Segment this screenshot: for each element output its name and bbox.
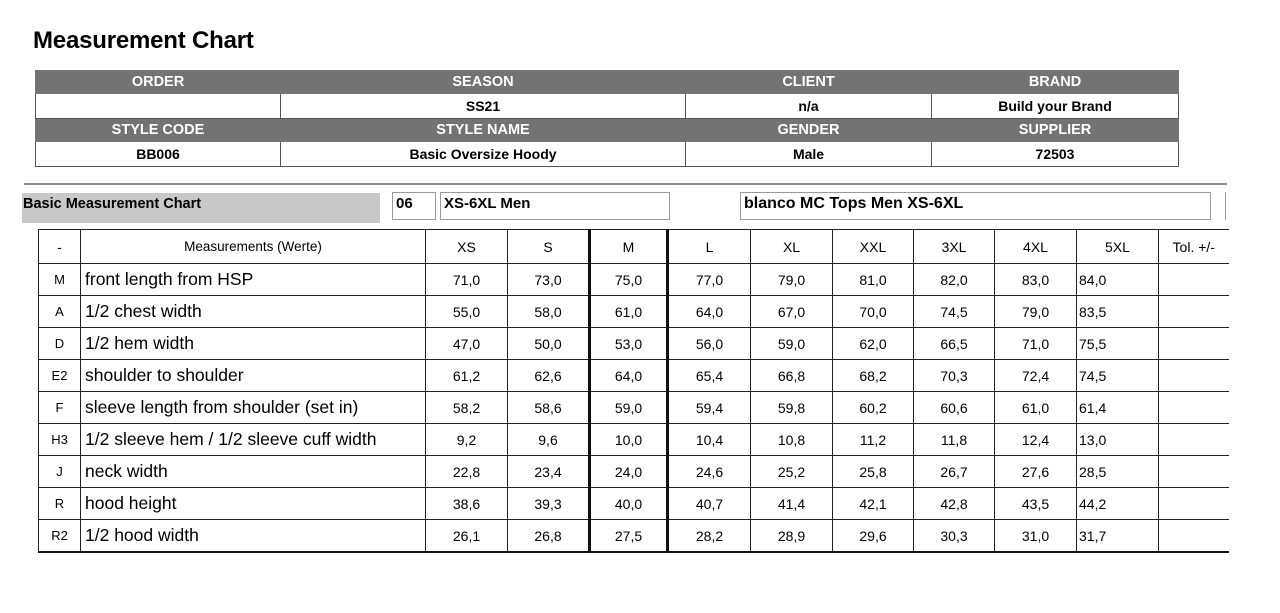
measurement-value: 75,0 [590, 264, 668, 296]
measurement-value: 79,0 [995, 296, 1077, 328]
measurement-value: 83,0 [995, 264, 1077, 296]
section-divider [24, 183, 1227, 185]
measurement-value: 28,5 [1077, 456, 1159, 488]
measurement-value: 9,2 [426, 424, 508, 456]
size-header-4xl: 4XL [995, 230, 1077, 264]
tolerance-header: Tol. +/- [1159, 230, 1229, 264]
measurement-value: 83,5 [1077, 296, 1159, 328]
size-header-xs: XS [426, 230, 508, 264]
measurement-value: 61,0 [590, 296, 668, 328]
brand-value: Build your Brand [932, 94, 1179, 119]
tolerance-value [1159, 456, 1229, 488]
measurement-value: 30,3 [914, 520, 995, 553]
measurement-value: 59,4 [668, 392, 751, 424]
measurement-code: R [39, 488, 81, 520]
size-header-xl: XL [751, 230, 833, 264]
season-header: SEASON [281, 71, 686, 94]
order-info-table [35, 70, 1179, 167]
measurement-name: shoulder to shoulder [81, 360, 426, 392]
measurement-value: 61,0 [995, 392, 1077, 424]
measurement-value: 56,0 [668, 328, 751, 360]
measurement-value: 24,0 [590, 456, 668, 488]
basic-chart-label: Basic Measurement Chart [22, 193, 380, 223]
tolerance-value [1159, 392, 1229, 424]
measurement-value: 29,6 [833, 520, 914, 553]
size-header-m: M [590, 230, 668, 264]
measurement-value: 62,0 [833, 328, 914, 360]
gender-header: GENDER [686, 119, 932, 142]
measurement-value: 27,5 [590, 520, 668, 553]
measurement-value: 38,6 [426, 488, 508, 520]
measurement-value: 58,6 [508, 392, 590, 424]
measurement-value: 70,0 [833, 296, 914, 328]
order-value [36, 94, 281, 119]
tolerance-value [1159, 296, 1229, 328]
measurement-value: 74,5 [1077, 360, 1159, 392]
style-code-value: BB006 [36, 142, 281, 167]
measurement-value: 40,0 [590, 488, 668, 520]
gender-value: Male [686, 142, 932, 167]
style-name-value: Basic Oversize Hoody [281, 142, 686, 167]
measurement-value: 13,0 [1077, 424, 1159, 456]
measurement-value: 74,5 [914, 296, 995, 328]
measurement-value: 71,0 [995, 328, 1077, 360]
measurement-code: F [39, 392, 81, 424]
measurement-name: hood height [81, 488, 426, 520]
measurement-name-header: Measurements (Werte) [81, 230, 426, 264]
measurement-value: 59,0 [590, 392, 668, 424]
measurement-value: 62,6 [508, 360, 590, 392]
brand-header: BRAND [932, 71, 1179, 94]
measurement-value: 11,2 [833, 424, 914, 456]
measurement-value: 9,6 [508, 424, 590, 456]
table-row [39, 424, 1229, 456]
season-value: SS21 [281, 94, 686, 119]
measurement-value: 84,0 [1077, 264, 1159, 296]
info-value-row [36, 94, 1179, 119]
measurement-value: 47,0 [426, 328, 508, 360]
measurement-value: 59,8 [751, 392, 833, 424]
table-row [39, 360, 1229, 392]
table-row [39, 296, 1229, 328]
measurement-code: E2 [39, 360, 81, 392]
measurement-value: 25,8 [833, 456, 914, 488]
measurement-value: 42,1 [833, 488, 914, 520]
supplier-value: 72503 [932, 142, 1179, 167]
table-row [39, 520, 1229, 553]
tolerance-value [1159, 488, 1229, 520]
measurement-value: 77,0 [668, 264, 751, 296]
measurement-value: 41,4 [751, 488, 833, 520]
page-title: Measurement Chart [33, 27, 254, 54]
edge-line [1225, 192, 1226, 220]
size-range-box: XS-6XL Men [440, 192, 670, 220]
measurement-value: 10,0 [590, 424, 668, 456]
measurement-value: 31,0 [995, 520, 1077, 553]
measurement-value: 68,2 [833, 360, 914, 392]
measurement-table [38, 229, 1229, 553]
measurement-name: 1/2 hem width [81, 328, 426, 360]
size-header-5xl: 5XL [1077, 230, 1159, 264]
tolerance-value [1159, 360, 1229, 392]
size-header-s: S [508, 230, 590, 264]
table-row [39, 264, 1229, 296]
table-row [39, 456, 1229, 488]
table-row [39, 392, 1229, 424]
measurement-value: 43,5 [995, 488, 1077, 520]
style-code-header: STYLE CODE [36, 119, 281, 142]
measurement-value: 59,0 [751, 328, 833, 360]
measurement-value: 75,5 [1077, 328, 1159, 360]
measurement-code: M [39, 264, 81, 296]
style-name-header: STYLE NAME [281, 119, 686, 142]
measurement-value: 66,8 [751, 360, 833, 392]
order-header: ORDER [36, 71, 281, 94]
measurement-header-row [39, 230, 1229, 264]
measurement-code: A [39, 296, 81, 328]
size-header-xxl: XXL [833, 230, 914, 264]
measurement-value: 70,3 [914, 360, 995, 392]
measurement-value: 73,0 [508, 264, 590, 296]
measurement-code: D [39, 328, 81, 360]
measurement-name: front length from HSP [81, 264, 426, 296]
measurement-name: neck width [81, 456, 426, 488]
measurement-value: 25,2 [751, 456, 833, 488]
measurement-value: 27,6 [995, 456, 1077, 488]
measurement-value: 26,7 [914, 456, 995, 488]
measurement-value: 58,0 [508, 296, 590, 328]
measurement-value: 81,0 [833, 264, 914, 296]
measurement-value: 23,4 [508, 456, 590, 488]
supplier-header: SUPPLIER [932, 119, 1179, 142]
measurement-value: 10,4 [668, 424, 751, 456]
tolerance-value [1159, 424, 1229, 456]
measurement-value: 39,3 [508, 488, 590, 520]
measurement-value: 65,4 [668, 360, 751, 392]
measurement-value: 44,2 [1077, 488, 1159, 520]
measurement-value: 28,2 [668, 520, 751, 553]
measurement-value: 60,6 [914, 392, 995, 424]
measurement-name: 1/2 chest width [81, 296, 426, 328]
measurement-value: 31,7 [1077, 520, 1159, 553]
measurement-value: 11,8 [914, 424, 995, 456]
measurement-value: 40,7 [668, 488, 751, 520]
measurement-value: 64,0 [668, 296, 751, 328]
chart-description-box: blanco MC Tops Men XS-6XL [740, 192, 1211, 220]
size-header-l: L [668, 230, 751, 264]
measurement-value: 42,8 [914, 488, 995, 520]
measurement-value: 82,0 [914, 264, 995, 296]
measurement-value: 67,0 [751, 296, 833, 328]
tolerance-value [1159, 328, 1229, 360]
measurement-value: 22,8 [426, 456, 508, 488]
measurement-value: 66,5 [914, 328, 995, 360]
measurement-value: 28,9 [751, 520, 833, 553]
tolerance-value [1159, 264, 1229, 296]
info-header-row [36, 71, 1179, 94]
measurement-code: H3 [39, 424, 81, 456]
measurement-value: 12,4 [995, 424, 1077, 456]
measurement-value: 72,4 [995, 360, 1077, 392]
measurement-value: 26,1 [426, 520, 508, 553]
measurement-code: J [39, 456, 81, 488]
measurement-value: 79,0 [751, 264, 833, 296]
measurement-value: 60,2 [833, 392, 914, 424]
measurement-value: 64,0 [590, 360, 668, 392]
table-row [39, 488, 1229, 520]
measurement-value: 55,0 [426, 296, 508, 328]
measurement-value: 61,2 [426, 360, 508, 392]
measurement-value: 24,6 [668, 456, 751, 488]
info-value-row [36, 142, 1179, 167]
tolerance-value [1159, 520, 1229, 553]
measurement-value: 26,8 [508, 520, 590, 553]
measurement-value: 50,0 [508, 328, 590, 360]
client-value: n/a [686, 94, 932, 119]
measurement-value: 53,0 [590, 328, 668, 360]
size-header-3xl: 3XL [914, 230, 995, 264]
measurement-value: 58,2 [426, 392, 508, 424]
client-header: CLIENT [686, 71, 932, 94]
measurement-code: R2 [39, 520, 81, 553]
code-header: - [39, 230, 81, 264]
info-header-row [36, 119, 1179, 142]
measurement-name: sleeve length from shoulder (set in) [81, 392, 426, 424]
measurement-name: 1/2 sleeve hem / 1/2 sleeve cuff width [81, 424, 426, 456]
chart-code-box: 06 [392, 192, 436, 220]
measurement-value: 71,0 [426, 264, 508, 296]
measurement-value: 10,8 [751, 424, 833, 456]
table-row [39, 328, 1229, 360]
measurement-name: 1/2 hood width [81, 520, 426, 553]
measurement-value: 61,4 [1077, 392, 1159, 424]
